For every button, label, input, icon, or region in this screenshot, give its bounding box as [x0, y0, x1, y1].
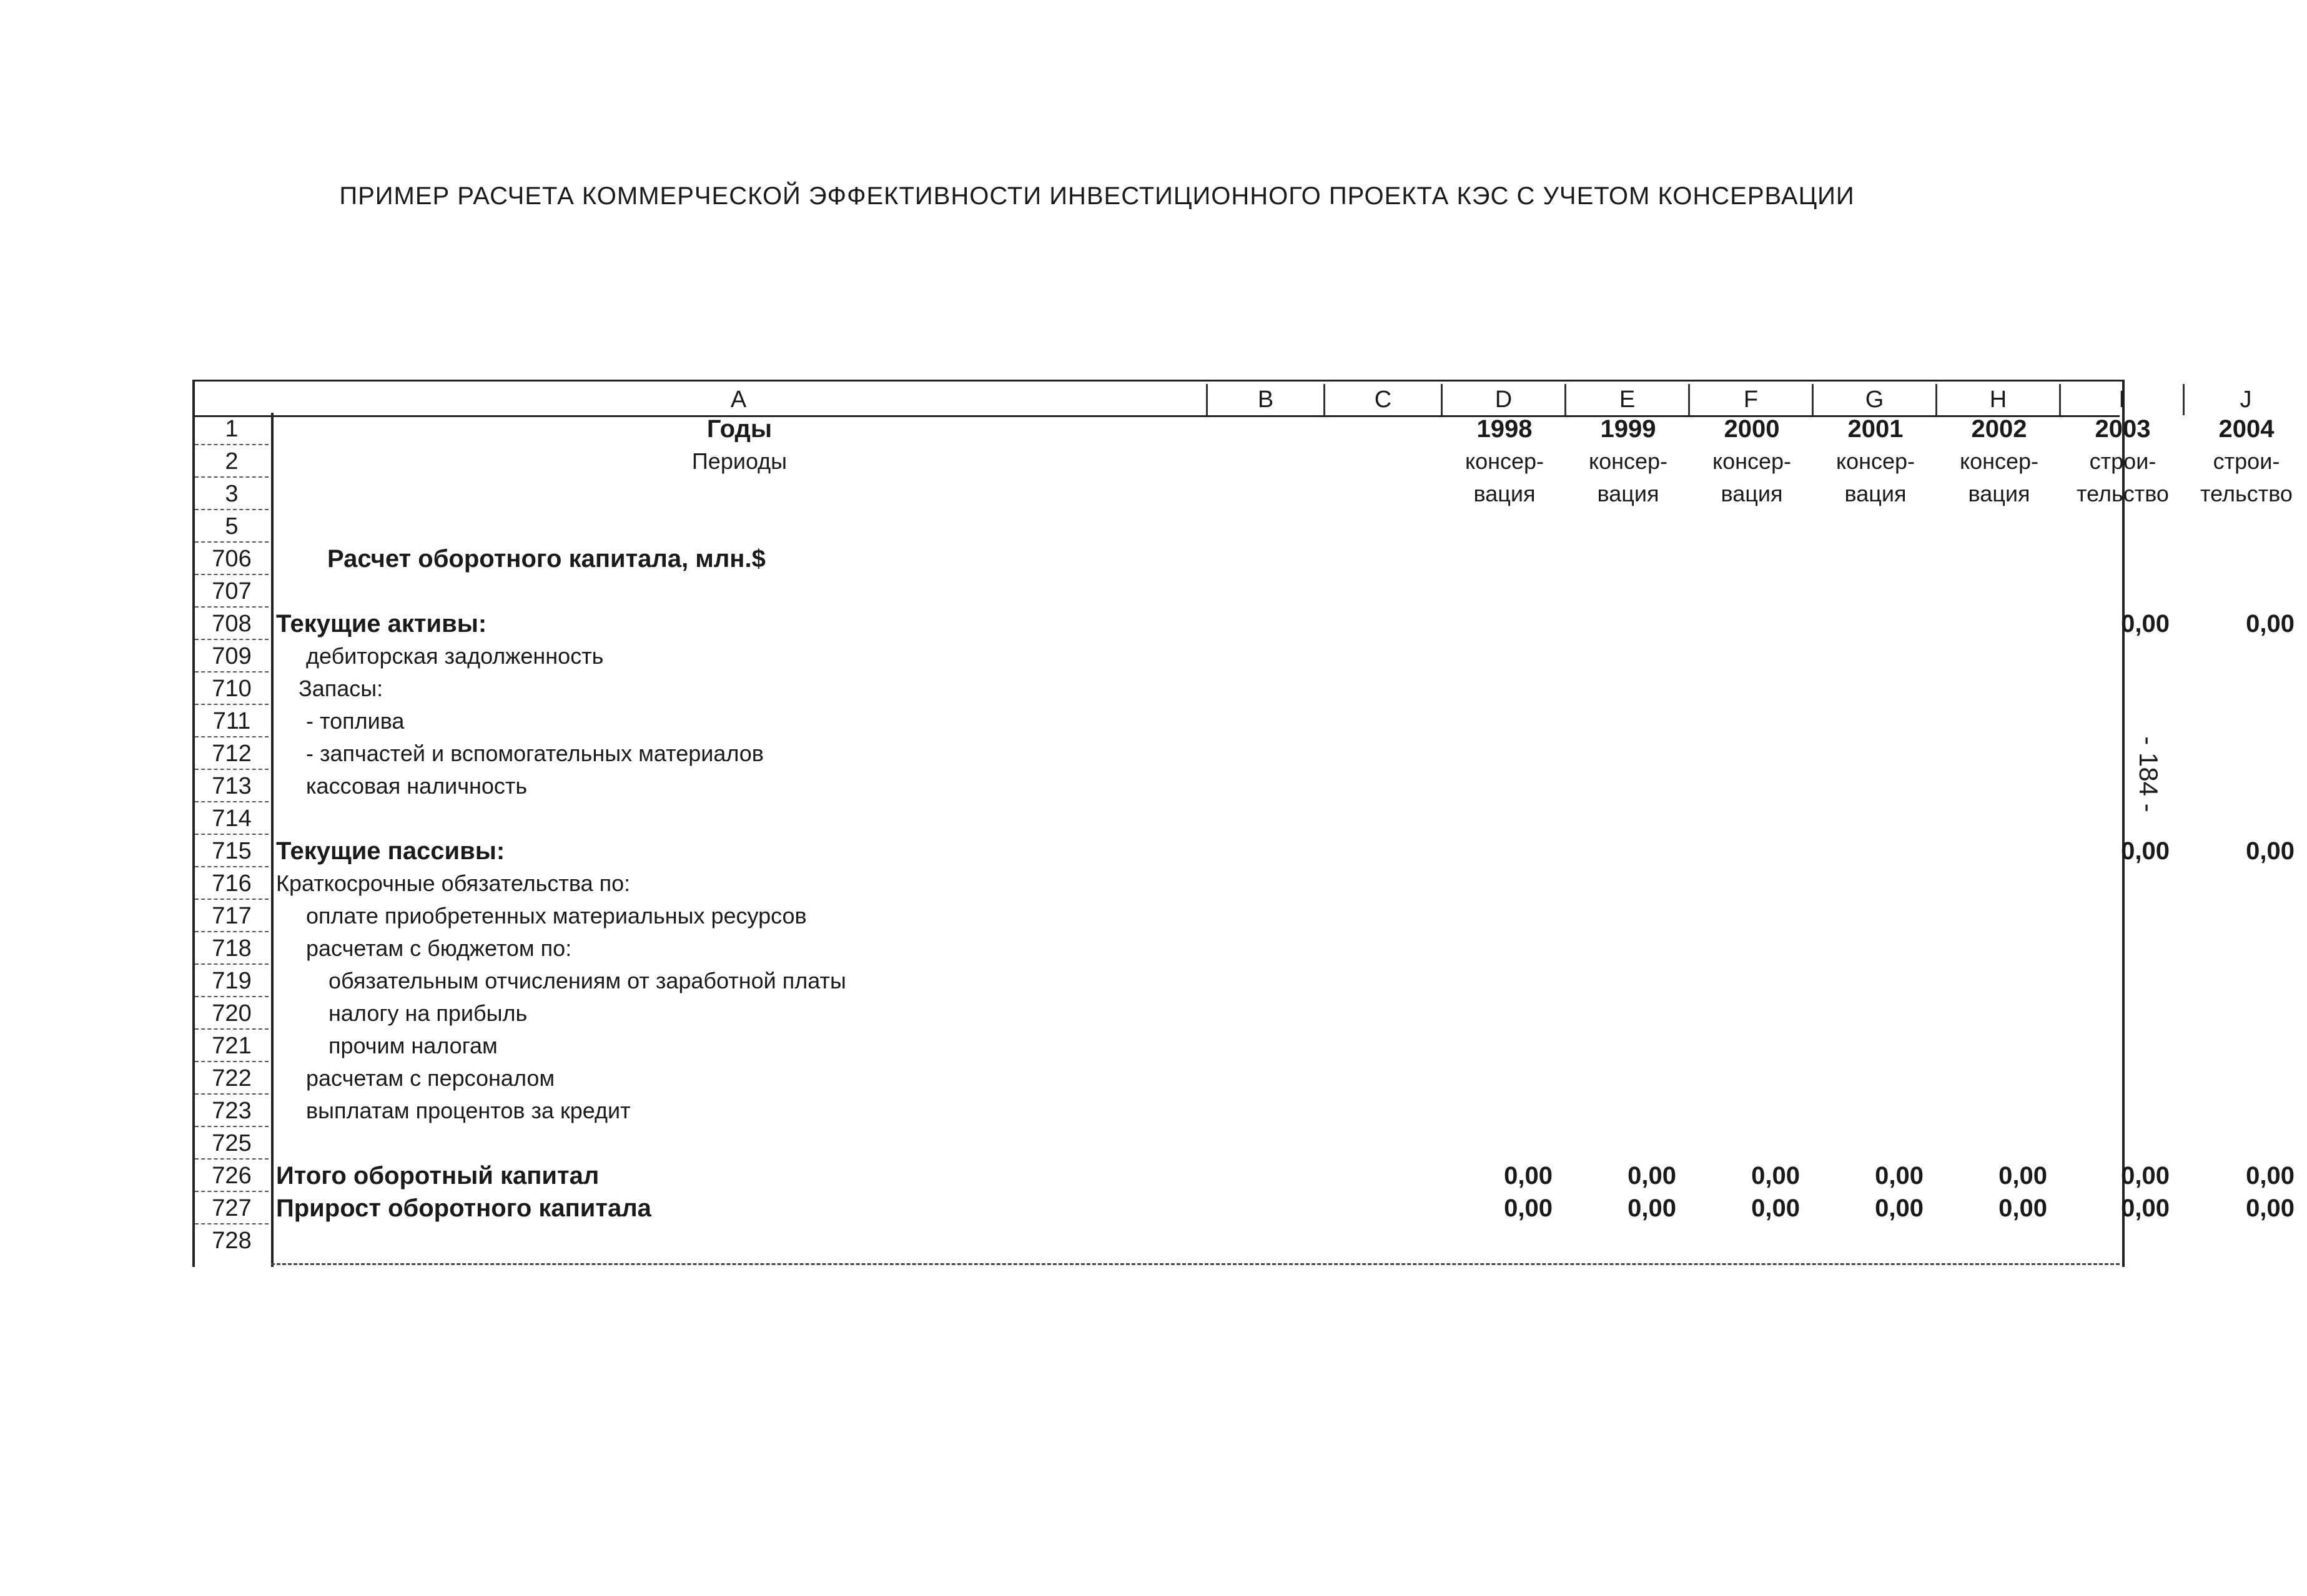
- current-liabilities-label: Текущие пассивы:: [276, 837, 505, 865]
- col-header-d[interactable]: D: [1443, 384, 1566, 415]
- period-g-line2: вация: [1844, 481, 1907, 506]
- profit-tax-label: налогу на прибыль: [329, 1000, 528, 1026]
- row-number[interactable]: 717: [195, 900, 269, 932]
- row-number[interactable]: 709: [195, 640, 269, 672]
- row-number[interactable]: 711: [195, 705, 269, 737]
- wc-increase-2001: 0,00: [1875, 1195, 1924, 1222]
- current-liabilities-2004: 0,00: [2246, 837, 2295, 865]
- current-liabilities-2003: 0,00: [2121, 837, 2170, 865]
- row-number[interactable]: 713: [195, 770, 269, 802]
- row-number[interactable]: 728: [212, 1228, 252, 1254]
- personnel-settlements-label: расчетам с персоналом: [306, 1065, 555, 1091]
- period-d-line1: консер-: [1465, 448, 1544, 474]
- short-term-obligations-label: Краткосрочные обязательства по:: [276, 870, 631, 896]
- spare-parts-label: - запчастей и вспомогательных материалов: [306, 741, 764, 766]
- row-number[interactable]: 708: [195, 608, 269, 640]
- row-number[interactable]: 722: [195, 1062, 269, 1095]
- row-number[interactable]: 706: [195, 543, 269, 575]
- document-title: ПРИМЕР РАСЧЕТА КОММЕРЧЕСКОЙ ЭФФЕКТИВНОСТИ ИНВЕСТИЦИОННОГО ПРОЕКТА КЭС С УЧЕТОМ КОНСЕРВАЦИИ: [339, 182, 1855, 210]
- bottom-border: [271, 1263, 2120, 1265]
- row-number[interactable]: 1: [195, 413, 269, 445]
- col-header-c[interactable]: C: [1325, 384, 1443, 415]
- total-wc-2004: 0,00: [2246, 1162, 2295, 1190]
- col-header-a[interactable]: A: [271, 384, 1208, 415]
- other-taxes-label: прочим налогам: [329, 1033, 498, 1058]
- row-number[interactable]: 712: [195, 737, 269, 770]
- period-g-line1: консер-: [1835, 448, 1915, 474]
- row-number[interactable]: 727: [195, 1192, 269, 1224]
- total-wc-2000: 0,00: [1751, 1162, 1800, 1190]
- year-d: 1998: [1476, 415, 1533, 443]
- total-wc-2002: 0,00: [1998, 1162, 2047, 1190]
- row-number[interactable]: 3: [195, 478, 269, 510]
- row-number[interactable]: 723: [195, 1095, 269, 1127]
- row-number[interactable]: 726: [195, 1160, 269, 1192]
- total-wc-1999: 0,00: [1628, 1162, 1676, 1190]
- period-d-line2: вация: [1473, 481, 1536, 506]
- working-capital-increase-label: Прирост оборотного капитала: [276, 1195, 651, 1222]
- period-j-line1: строи-: [2213, 448, 2280, 474]
- row-number[interactable]: 721: [195, 1030, 269, 1062]
- col-header-b[interactable]: B: [1208, 384, 1325, 415]
- budget-settlements-label: расчетам с бюджетом по:: [306, 935, 572, 961]
- total-wc-2003: 0,00: [2121, 1162, 2170, 1190]
- period-i-line2: тельство: [2077, 481, 2169, 506]
- row-number[interactable]: 716: [195, 867, 269, 900]
- year-h: 2002: [1971, 415, 2027, 443]
- year-e: 1999: [1600, 415, 1656, 443]
- period-e-line1: консер-: [1588, 448, 1668, 474]
- row-number[interactable]: 725: [195, 1127, 269, 1160]
- cash-label: кассовая наличность: [306, 773, 528, 799]
- periods-label: Периоды: [691, 448, 788, 474]
- years-label: Годы: [706, 415, 773, 443]
- wc-increase-2004: 0,00: [2246, 1195, 2295, 1222]
- row-number[interactable]: 720: [195, 997, 269, 1030]
- row-number-gutter: [195, 413, 274, 1267]
- period-h-line2: вация: [1968, 481, 2030, 506]
- total-wc-2001: 0,00: [1875, 1162, 1924, 1190]
- row-number[interactable]: 5: [195, 510, 269, 543]
- wc-increase-1999: 0,00: [1628, 1195, 1676, 1222]
- page-number: [2123, 712, 2173, 837]
- row-number[interactable]: 715: [195, 835, 269, 867]
- wc-increase-2002: 0,00: [1998, 1195, 2047, 1222]
- col-header-f[interactable]: F: [1690, 384, 1814, 415]
- wc-increase-1998: 0,00: [1504, 1195, 1553, 1222]
- col-header-e[interactable]: E: [1566, 384, 1690, 415]
- period-i-line1: строи-: [2089, 448, 2156, 474]
- row-number[interactable]: 2: [195, 445, 269, 478]
- year-f: 2000: [1724, 415, 1780, 443]
- period-f-line1: консер-: [1712, 448, 1792, 474]
- page-number-text: - 184 -: [2134, 736, 2163, 812]
- fuel-label: - топлива: [306, 708, 405, 734]
- col-header-g[interactable]: G: [1814, 384, 1937, 415]
- current-assets-2004: 0,00: [2246, 610, 2295, 638]
- year-i: 2003: [2095, 415, 2151, 443]
- period-j-line2: тельство: [2200, 481, 2293, 506]
- year-g: 2001: [1847, 415, 1904, 443]
- payroll-deductions-label: обязательным отчислениям от заработной платы: [329, 968, 846, 993]
- col-header-h[interactable]: H: [1937, 384, 2061, 415]
- period-e-line2: вация: [1597, 481, 1659, 506]
- total-wc-1998: 0,00: [1504, 1162, 1553, 1190]
- wc-increase-2000: 0,00: [1751, 1195, 1800, 1222]
- row-number[interactable]: 707: [195, 575, 269, 608]
- current-assets-2003: 0,00: [2121, 610, 2170, 638]
- section-title: Расчет оборотного капитала, млн.$: [327, 545, 766, 573]
- wc-increase-2003: 0,00: [2121, 1195, 2170, 1222]
- col-header-i[interactable]: I: [2061, 384, 2185, 415]
- row-number[interactable]: 710: [195, 672, 269, 705]
- inventories-label: Запасы:: [299, 676, 383, 701]
- current-assets-label: Текущие активы:: [276, 610, 487, 638]
- total-working-capital-label: Итого оборотный капитал: [276, 1162, 600, 1190]
- row-number[interactable]: 718: [195, 932, 269, 965]
- period-h-line1: консер-: [1959, 448, 2039, 474]
- materials-payment-label: оплате приобретенных материальных ресурсов: [306, 903, 807, 929]
- row-number[interactable]: 714: [195, 802, 269, 835]
- year-j: 2004: [2218, 415, 2275, 443]
- row-number[interactable]: 719: [195, 965, 269, 997]
- period-f-line2: вация: [1721, 481, 1783, 506]
- receivables-label: дебиторская задолженность: [306, 643, 604, 669]
- col-header-j[interactable]: J: [2240, 387, 2252, 413]
- interest-payments-label: выплатам процентов за кредит: [306, 1098, 631, 1123]
